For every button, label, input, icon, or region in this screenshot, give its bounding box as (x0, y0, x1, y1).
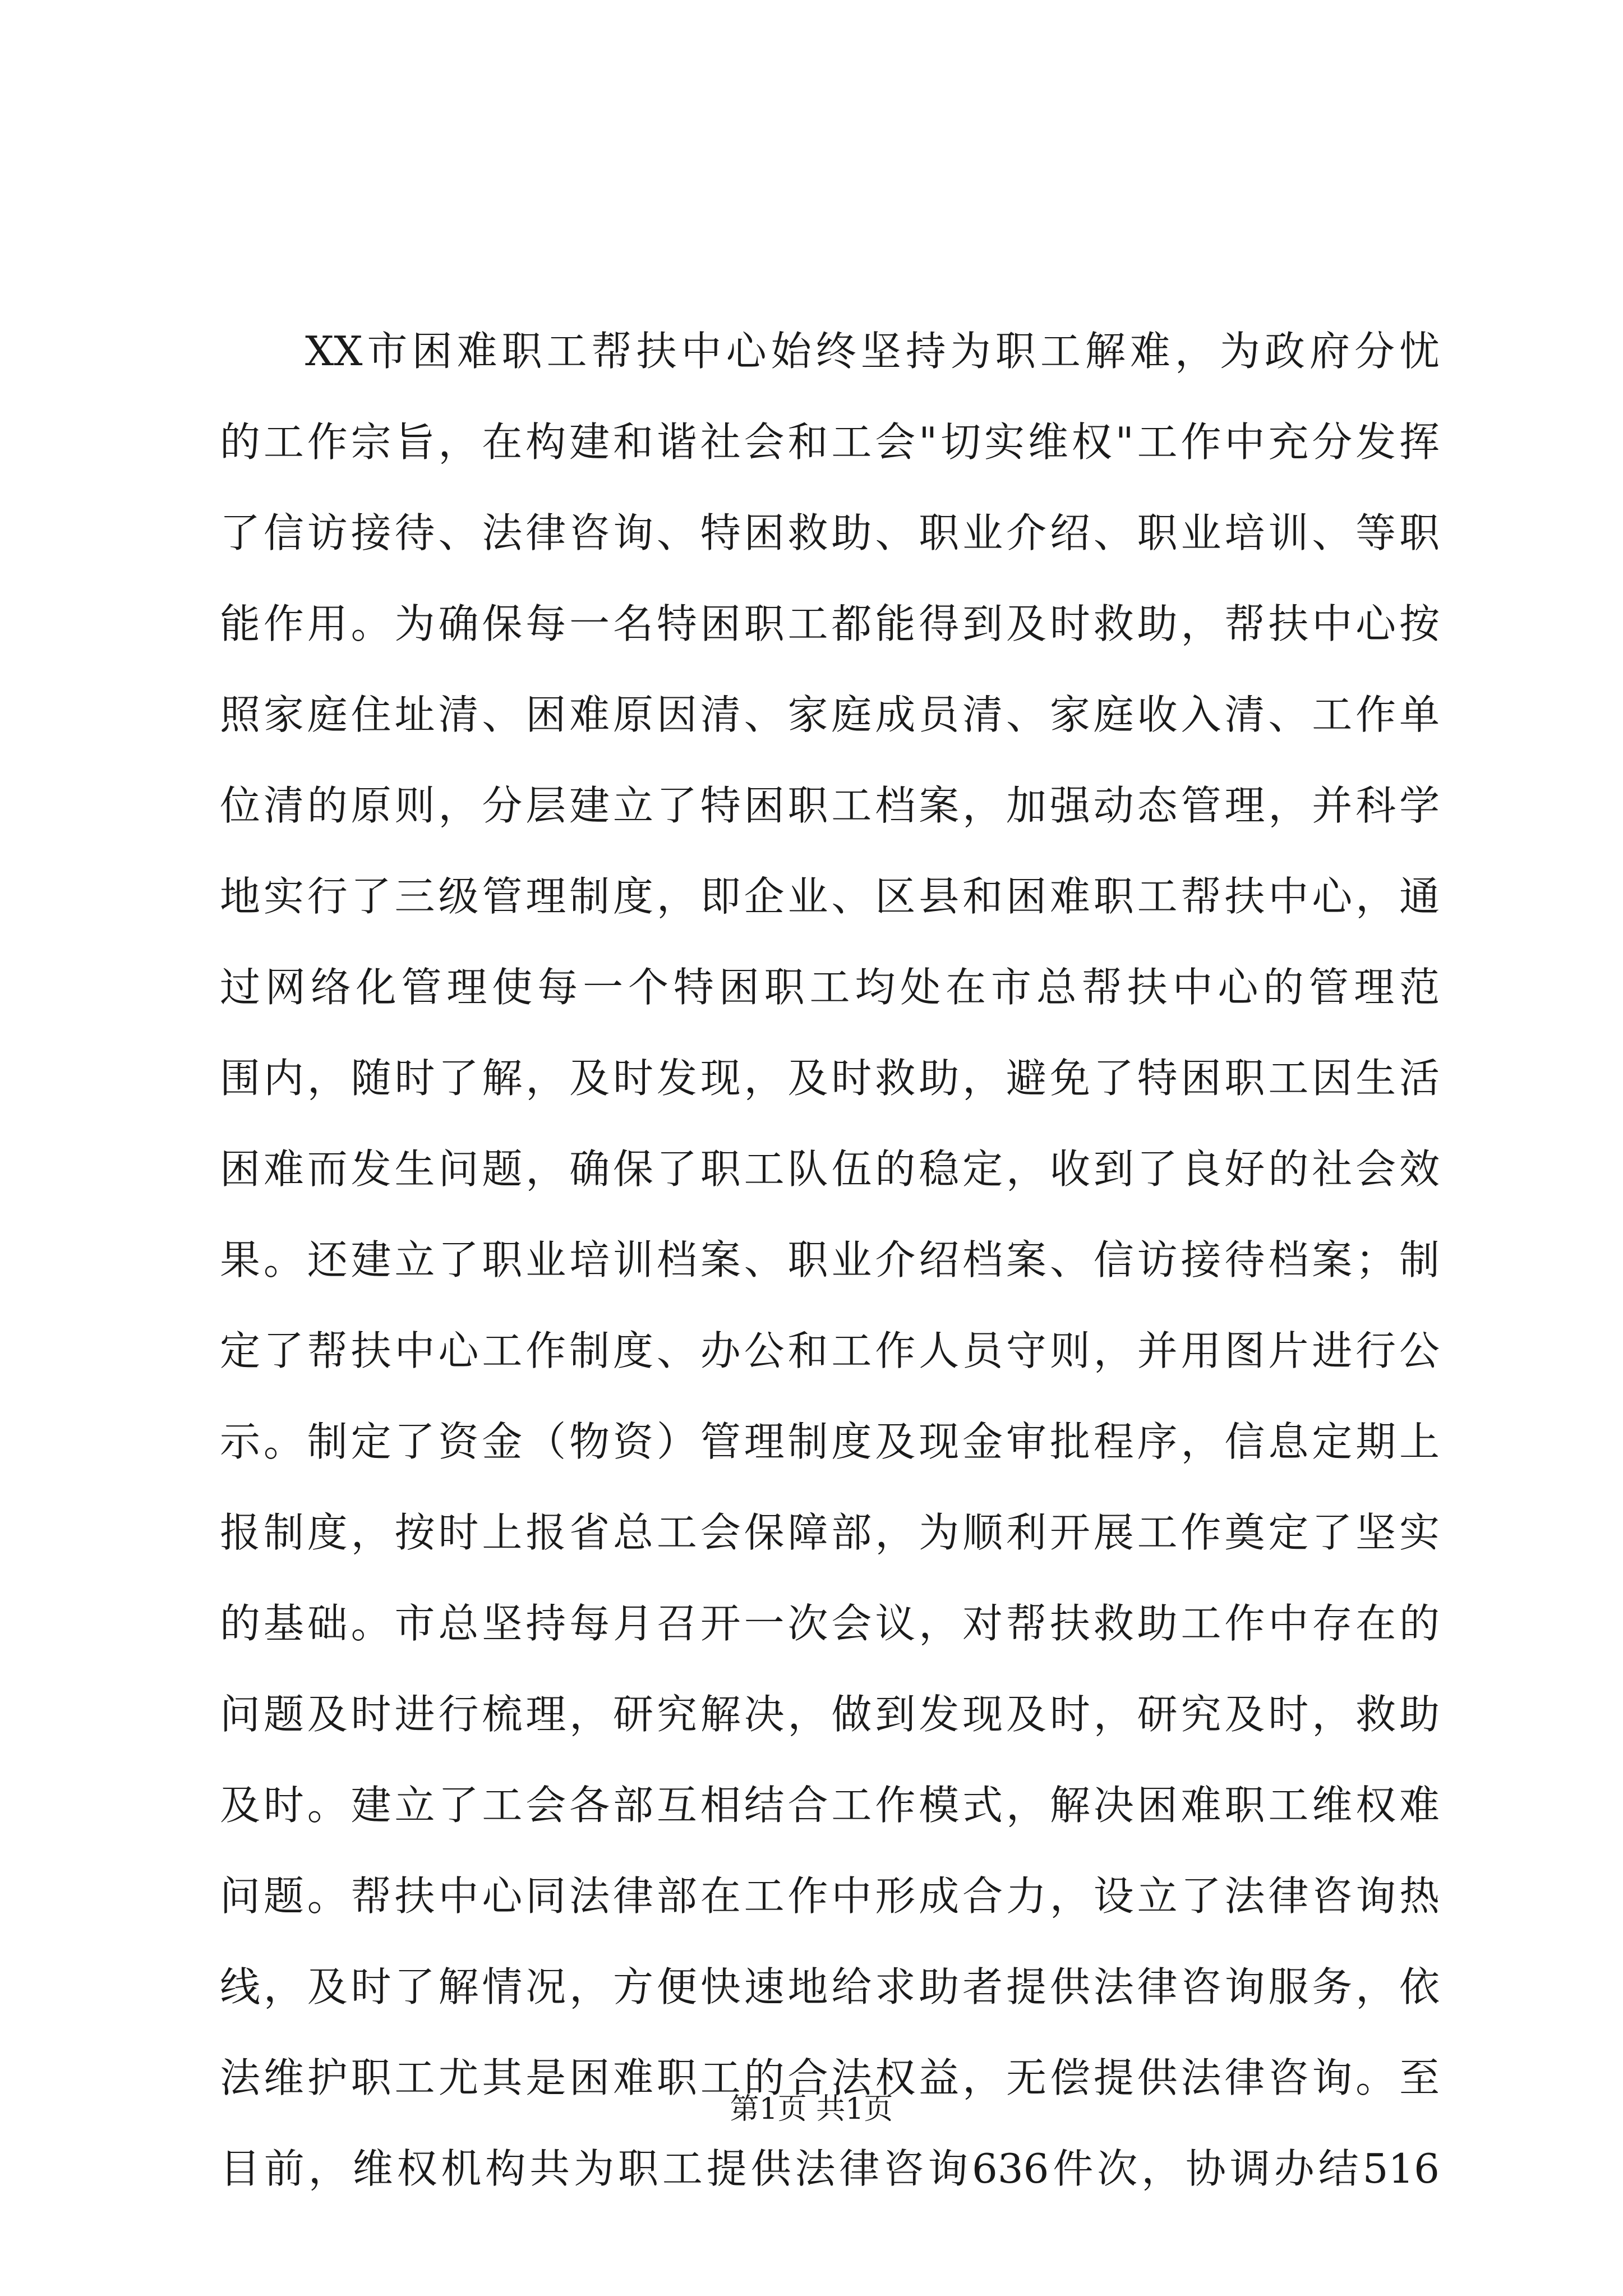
paragraph-line: 问题及时进行梳理，研究解决，做到发现及时，研究及时，救助 (220, 1691, 1440, 1738)
paragraph-line: 位清的原则，分层建立了特困职工档案，加强动态管理，并科学 (220, 782, 1440, 829)
paragraph-line: 法维护职工尤其是困难职工的合法权益，无偿提供法律咨询。至 (220, 2054, 1440, 2101)
paragraph-line: 过网络化管理使每一个特困职工均处在市总帮扶中心的管理范 (220, 964, 1440, 1011)
paragraph-line: 围内，随时了解，及时发现，及时救助，避免了特困职工因生活 (220, 1055, 1440, 1102)
body-paragraph (220, 306, 1440, 2214)
paragraph-line: 及时。建立了工会各部互相结合工作模式，解决困难职工维权难 (220, 1782, 1440, 1829)
paragraph-line: 照家庭住址清、困难原因清、家庭成员清、家庭收入清、工作单 (220, 691, 1440, 738)
paragraph-line: 定了帮扶中心工作制度、办公和工作人员守则，并用图片进行公 (220, 1327, 1440, 1374)
paragraph-line: 报制度，按时上报省总工会保障部，为顺利开展工作奠定了坚实 (220, 1509, 1440, 1556)
paragraph-line: 目前，维权机构共为职工提供法律咨询636件次，协调办结516 (220, 2145, 1440, 2192)
paragraph-line: 示。制定了资金（物资）管理制度及现金审批程序，信息定期上 (220, 1418, 1440, 1465)
paragraph-line: 问题。帮扶中心同法律部在工作中形成合力，设立了法律咨询热 (220, 1872, 1440, 1920)
paragraph-line: 地实行了三级管理制度，即企业、区县和困难职工帮扶中心，通 (220, 873, 1440, 920)
paragraph-line: 线，及时了解情况，方便快速地给求助者提供法律咨询服务，依 (220, 1963, 1440, 2010)
paragraph-line: 果。还建立了职业培训档案、职业介绍档案、信访接待档案；制 (220, 1236, 1440, 1283)
paragraph-line: 的工作宗旨，在构建和谐社会和工会"切实维权"工作中充分发挥 (220, 418, 1440, 466)
page-footer: 第1页 共1页 (730, 2092, 893, 2126)
paragraph-line: 了信访接待、法律咨询、特困救助、职业介绍、职业培训、等职 (220, 509, 1440, 556)
paragraph-line: 的基础。市总坚持每月召开一次会议，对帮扶救助工作中存在的 (220, 1600, 1440, 1647)
paragraph-line: XX市困难职工帮扶中心始终坚持为职工解难，为政府分忧 (305, 328, 1440, 375)
paragraph-line: 困难而发生问题，确保了职工队伍的稳定，收到了良好的社会效 (220, 1145, 1440, 1193)
paragraph-line: 能作用。为确保每一名特困职工都能得到及时救助，帮扶中心按 (220, 600, 1440, 647)
